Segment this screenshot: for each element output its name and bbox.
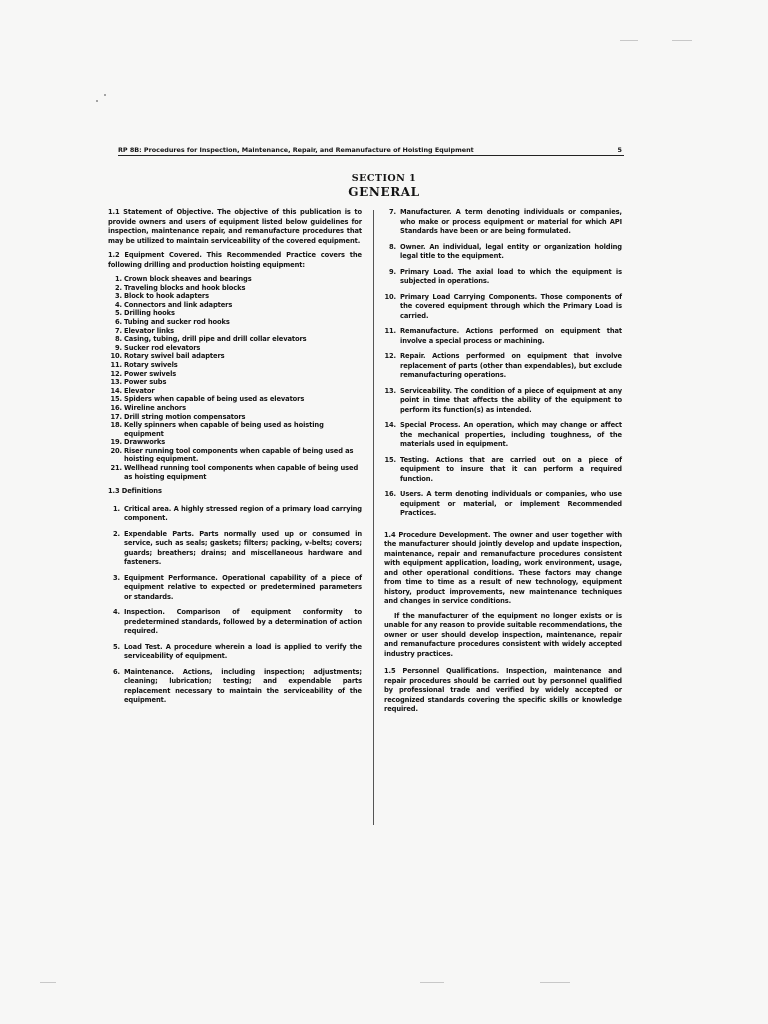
list-item bbox=[108, 421, 362, 438]
definition-text: A term denoting individuals or companies, who make or process equipment or material for which API Standards have been or are being formulated. bbox=[400, 208, 622, 235]
definition-item bbox=[384, 327, 622, 346]
definition-term: Manufacturer. bbox=[400, 208, 452, 216]
running-header bbox=[118, 146, 624, 156]
definition-text: Actions that are carried out on a piece of equipment to insure that it can perform a required function. bbox=[400, 455, 622, 483]
section-1-4-paragraph-2: If the manufacturer of the equipment no longer exists or is unable for any reason to provide suitable recommendations, the owner or user should develop inspection, maintenance, repair and remanufacture procedures consistent with widely accepted industry practices. bbox=[384, 611, 622, 658]
section-1-2-heading: 1.2 Equipment Covered. bbox=[108, 251, 202, 259]
list-item bbox=[108, 284, 362, 293]
definition-term: Primary Load. bbox=[400, 267, 454, 276]
definition-number: 6. bbox=[113, 667, 120, 676]
definition-text: A term denoting individuals or companies, who use equipment or material, or implement Recommended Practices. bbox=[400, 490, 622, 517]
list-item-text: Block to hook adapters bbox=[124, 292, 209, 301]
definition-item bbox=[384, 243, 622, 262]
definition-text: Actions performed on equipment that involve replacement of parts (other than expendables), but exclude remanufacturing operations. bbox=[400, 352, 622, 379]
list-item bbox=[108, 370, 362, 379]
section-label: SECTION 1 bbox=[351, 173, 417, 184]
section-1-4 bbox=[384, 531, 622, 607]
list-item-text: Spiders when capable of being used as elevators bbox=[124, 395, 305, 404]
definition-item bbox=[108, 643, 362, 662]
list-item-number: 18. bbox=[110, 421, 122, 430]
definition-term: Primary Load Carrying Components. bbox=[400, 292, 538, 301]
list-item-text: Drawworks bbox=[124, 438, 166, 447]
list-item bbox=[108, 318, 362, 327]
definition-item bbox=[384, 268, 622, 287]
definition-number: 5. bbox=[113, 642, 120, 651]
list-item-text: Power subs bbox=[124, 378, 167, 387]
list-item-number: 15. bbox=[110, 395, 122, 404]
definition-item bbox=[384, 387, 622, 416]
definition-term: Equipment Performance. bbox=[124, 573, 218, 582]
definition-item bbox=[108, 574, 362, 603]
list-item bbox=[108, 413, 362, 422]
list-item-text: Kelly spinners when capable of being used as hoisting equipment bbox=[124, 421, 324, 438]
definition-text: The axial load to which the equipment is subjected in operations. bbox=[400, 267, 622, 285]
section-title: GENERAL bbox=[348, 185, 420, 199]
list-item-text: Sucker rod elevators bbox=[124, 343, 201, 352]
definition-number: 15. bbox=[384, 455, 396, 464]
list-item bbox=[108, 361, 362, 370]
list-item bbox=[108, 301, 362, 310]
list-item-number: 11. bbox=[110, 360, 122, 369]
list-item bbox=[108, 309, 362, 318]
definition-number: 8. bbox=[389, 242, 396, 251]
list-item-number: 8. bbox=[115, 335, 122, 344]
section-1-5-heading: 1.5 Personnel Qualifications. bbox=[384, 667, 500, 675]
list-item bbox=[108, 292, 362, 301]
list-item-number: 14. bbox=[110, 386, 122, 395]
list-item-text: Tubing and sucker rod hooks bbox=[124, 317, 230, 326]
scan-mark bbox=[672, 40, 692, 41]
definition-number: 1. bbox=[113, 504, 120, 513]
column-divider bbox=[373, 210, 374, 825]
list-item-number: 1. bbox=[115, 275, 122, 283]
section-1-5-text: Inspection, maintenance and repair procedures should be carried out by personnel qualified by professional trade and verified by widely accepted or recognized standards covering the specific skills or knowledge required. bbox=[384, 667, 622, 713]
definition-text: Actions, including inspection; adjustments; cleaning; lubrication; testing; and expendable parts replacement necessary to maintain the serviceability of the equipment. bbox=[124, 667, 363, 705]
list-item-number: 17. bbox=[110, 412, 122, 421]
list-item bbox=[108, 464, 362, 481]
list-item-number: 3. bbox=[115, 292, 122, 301]
definition-text: An individual, legal entity or organization holding legal title to the equipment. bbox=[400, 242, 622, 260]
list-item bbox=[108, 275, 362, 284]
list-item-text: Crown block sheaves and bearings bbox=[124, 275, 252, 283]
definition-text: A procedure wherein a load is applied to verify the serviceability of equipment. bbox=[124, 642, 362, 661]
list-item-number: 16. bbox=[110, 403, 122, 412]
running-title: RP 8B: Procedures for Inspection, Maintenance, Repair, and Remanufacture of Hoisting Equipment bbox=[118, 146, 474, 154]
definitions-list-continued bbox=[384, 208, 622, 519]
definition-term: Inspection. bbox=[124, 608, 165, 617]
section-1-4-text: The owner and user together with the manufacturer should jointly develop and update inspection, maintenance, repair and remanufacture procedures consistent with equipment application, loading, work environment, usage, and other operational conditions. These factors may change from time to time as a result of new technology, equipment history, product improvements, new maintenance techniques and changes in service conditions. bbox=[384, 530, 622, 605]
definition-term: Maintenance. bbox=[124, 667, 174, 676]
scan-mark bbox=[420, 982, 444, 983]
list-item-text: Elevator links bbox=[124, 326, 175, 335]
list-item-text: Traveling blocks and hook blocks bbox=[124, 283, 246, 292]
definition-text: Parts normally used up or consumed in service, such as seals; gaskets; filters; packing, v-belts; covers; guards; breathers; drains; and miscellaneous hardware and fasteners. bbox=[124, 529, 362, 567]
definition-number: 9. bbox=[389, 267, 396, 276]
list-item-text: Drill string motion compensators bbox=[124, 412, 246, 421]
section-1-1-text: The objective of this publication is to provide owners and users of equipment listed below guidelines for inspection, maintenance repair, and remanufacture procedures that may be utilized to maintain serviceability of the covered equipment. bbox=[108, 208, 363, 245]
list-item-number: 13. bbox=[110, 378, 122, 387]
list-item bbox=[108, 395, 362, 404]
list-item-number: 9. bbox=[115, 343, 122, 352]
list-item bbox=[108, 335, 362, 344]
definition-item bbox=[108, 608, 362, 637]
definition-item bbox=[108, 505, 362, 524]
page-number: 5 bbox=[617, 146, 622, 154]
list-item bbox=[108, 447, 362, 464]
definition-text: Operational capability of a piece of equipment relative to expected or predetermined parameters or standards. bbox=[124, 573, 362, 601]
list-item-number: 12. bbox=[110, 369, 122, 378]
definition-term: Special Process. bbox=[400, 421, 461, 429]
definition-term: Load Test. bbox=[124, 642, 163, 651]
list-item-text: Power swivels bbox=[124, 369, 177, 378]
list-item-text: Riser running tool components when capable of being used as hoisting equipment. bbox=[124, 446, 354, 464]
definition-number: 10. bbox=[384, 292, 396, 301]
section-1-3-heading: 1.3 Definitions bbox=[108, 487, 162, 496]
list-item-number: 4. bbox=[115, 300, 122, 309]
definition-item bbox=[108, 530, 362, 568]
definition-text: An operation, which may change or affect the mechanical properties, including toughness, of the materials used in equipment. bbox=[400, 421, 622, 448]
list-item-text: Rotary swivels bbox=[124, 360, 178, 369]
definition-item bbox=[384, 208, 622, 237]
definition-term: Owner. bbox=[400, 242, 426, 251]
definition-item bbox=[384, 421, 622, 450]
list-item-number: 10. bbox=[110, 352, 122, 361]
equipment-list bbox=[108, 275, 362, 481]
list-item-text: Wireline anchors bbox=[124, 403, 186, 412]
list-item bbox=[108, 327, 362, 336]
scan-mark bbox=[620, 40, 638, 41]
definition-item bbox=[384, 456, 622, 485]
section-1-4-heading: 1.4 Procedure Development. bbox=[384, 530, 491, 539]
list-item-text: Wellhead running tool components when capable of being used as hoisting equipment bbox=[124, 464, 359, 481]
definition-number: 16. bbox=[384, 490, 396, 498]
list-item bbox=[108, 378, 362, 387]
left-column bbox=[108, 208, 362, 712]
list-item bbox=[108, 387, 362, 396]
definition-item bbox=[384, 490, 622, 519]
definition-text: A highly stressed region of a primary load carrying component. bbox=[124, 504, 362, 523]
section-1-5 bbox=[384, 667, 622, 715]
definition-number: 7. bbox=[389, 208, 396, 216]
scan-speck bbox=[104, 94, 106, 96]
definition-term: Serviceability. bbox=[400, 386, 452, 395]
list-item-number: 6. bbox=[115, 317, 122, 326]
definition-term: Repair. bbox=[400, 352, 426, 360]
definition-number: 11. bbox=[384, 327, 396, 335]
definition-number: 12. bbox=[384, 352, 396, 360]
definitions-list bbox=[108, 505, 362, 706]
list-item-text: Elevator bbox=[124, 386, 155, 395]
scan-mark bbox=[540, 982, 570, 983]
list-item-text: Rotary swivel bail adapters bbox=[124, 352, 225, 361]
list-item-text: Connectors and link adapters bbox=[124, 300, 233, 309]
section-1-2 bbox=[108, 251, 362, 270]
section-1-2-text: This Recommended Practice covers the following drilling and production hoisting equipment: bbox=[108, 251, 362, 269]
list-item-text: Drilling hooks bbox=[124, 309, 175, 318]
scan-speck bbox=[96, 100, 98, 102]
list-item-number: 2. bbox=[115, 283, 122, 292]
right-column bbox=[384, 208, 622, 720]
definition-item bbox=[108, 668, 362, 706]
list-item bbox=[108, 352, 362, 361]
list-item-text: Casing, tubing, drill pipe and drill collar elevators bbox=[124, 335, 307, 344]
definition-number: 13. bbox=[384, 386, 396, 395]
section-1-1 bbox=[108, 208, 362, 246]
list-item-number: 21. bbox=[110, 464, 122, 473]
definition-term: Critical area. bbox=[124, 504, 172, 513]
definition-number: 14. bbox=[384, 421, 396, 429]
definition-text: Comparison of equipment conformity to predetermined standards, followed by a determination of action required. bbox=[124, 608, 363, 636]
list-item-number: 19. bbox=[110, 438, 122, 447]
list-item bbox=[108, 438, 362, 447]
definition-term: Users. bbox=[400, 490, 424, 498]
definition-text: Actions performed on equipment that involve a special process or machining. bbox=[400, 327, 623, 345]
definition-number: 3. bbox=[113, 573, 120, 582]
definition-item bbox=[384, 352, 622, 381]
definition-text: The condition of a piece of equipment at any point in time that affects the ability of the equipment to perform its function(s) as intended. bbox=[400, 386, 622, 414]
definition-number: 4. bbox=[113, 608, 120, 617]
section-1-1-heading: 1.1 Statement of Objective. bbox=[108, 208, 214, 216]
list-item-number: 7. bbox=[115, 326, 122, 335]
definition-term: Remanufacture. bbox=[400, 327, 460, 335]
definition-item bbox=[384, 293, 622, 322]
definition-number: 2. bbox=[113, 529, 120, 538]
list-item bbox=[108, 344, 362, 353]
list-item bbox=[108, 404, 362, 413]
definition-term: Testing. bbox=[400, 455, 429, 464]
list-item-number: 20. bbox=[110, 446, 122, 455]
definition-term: Expendable Parts. bbox=[124, 529, 194, 538]
list-item-number: 5. bbox=[115, 309, 122, 318]
scan-mark bbox=[40, 982, 56, 983]
definition-text: Those components of the covered equipment through which the Primary Load is carried. bbox=[400, 292, 622, 320]
